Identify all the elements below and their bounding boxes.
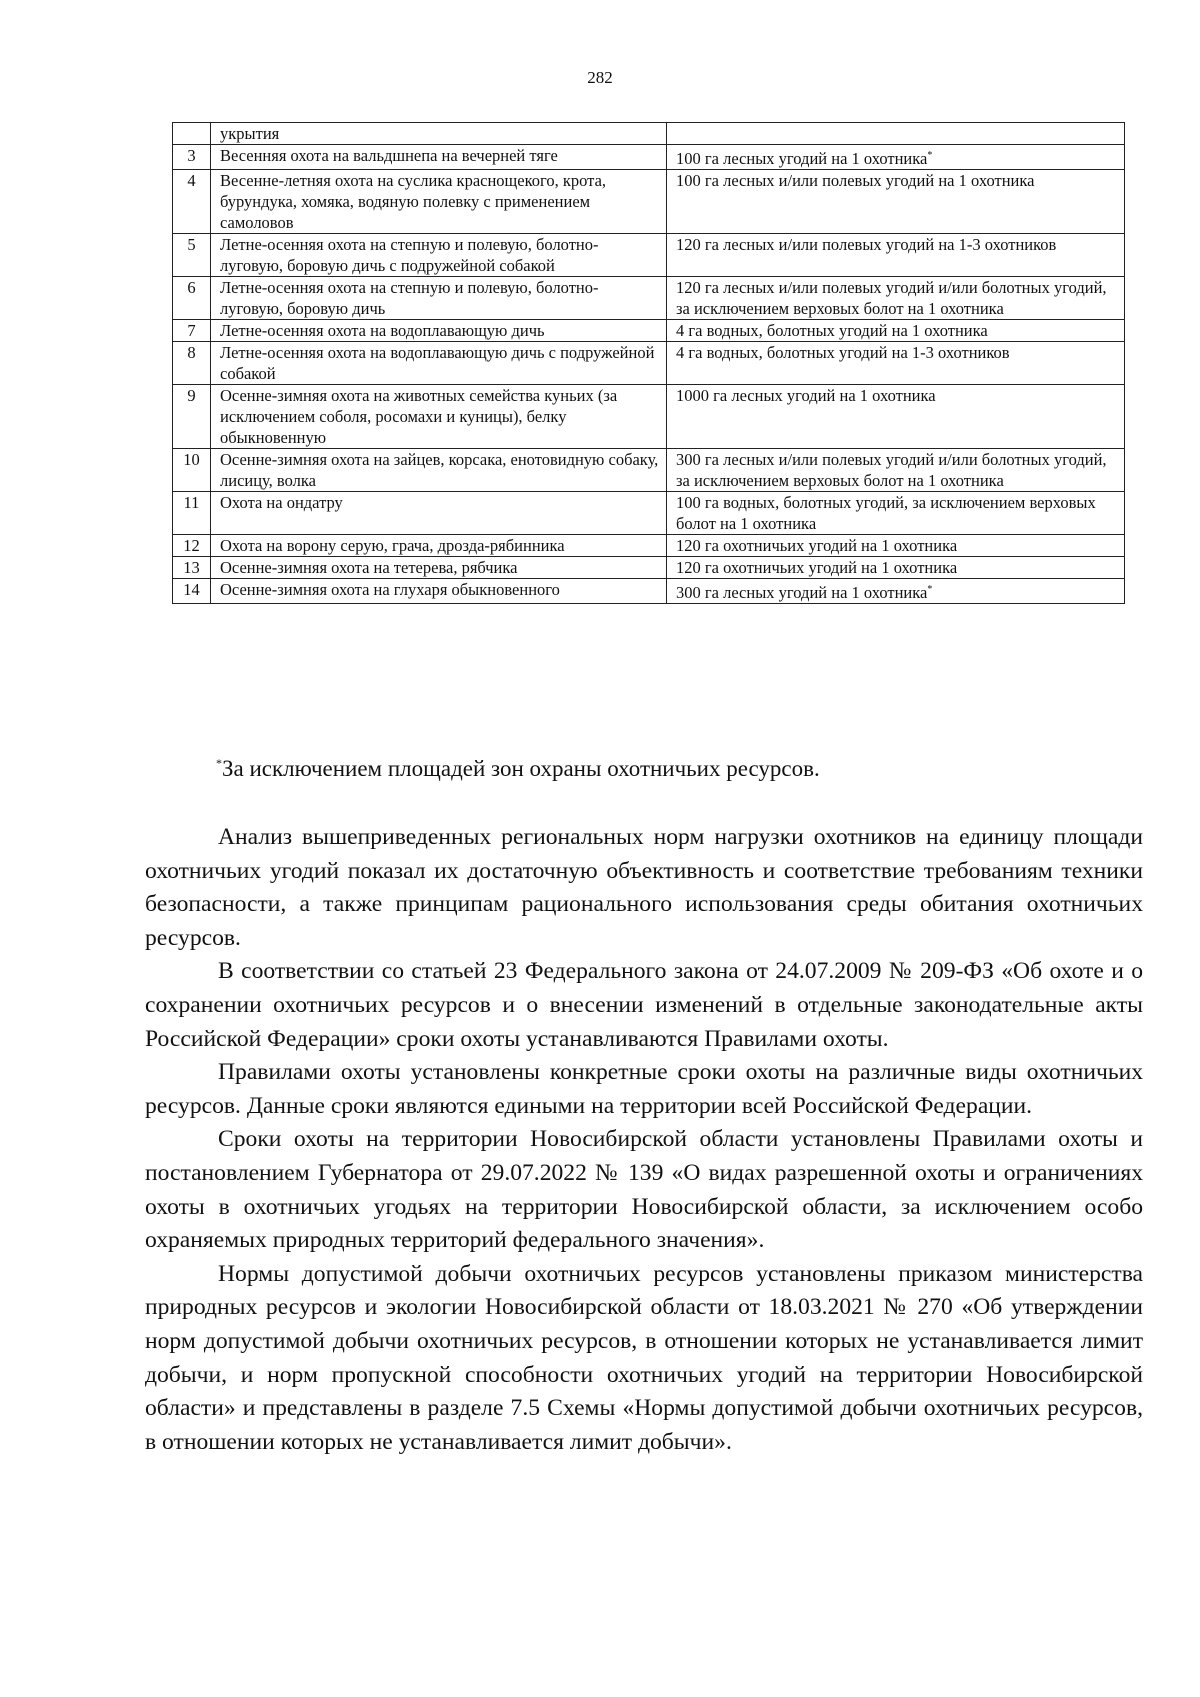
page-number: 282 <box>587 68 613 87</box>
load-norm-text: 120 га охотничьих угодий на 1 охотника <box>676 558 958 577</box>
load-norm-text: 1000 га лесных угодий на 1 охотника <box>676 386 936 405</box>
footnote-ref-mark: * <box>927 150 933 161</box>
paragraph-novosibirsk-terms: Сроки охоты на территории Новосибирской области установлены Правилами охоты и постановлением Губернатора от 29.07.2022 № 139 «О видах разрешенной охоты и ограничениях охоты в охотничьих угодьях на территории Новосибирской области, за исключением особо охраняемых природных территорий федерального значения». <box>145 1126 1143 1254</box>
row-number: 12 <box>173 535 211 557</box>
row-number: 5 <box>173 234 211 277</box>
load-norm <box>667 449 1125 492</box>
footnote <box>216 756 820 782</box>
table-row <box>173 320 1125 342</box>
load-norm <box>667 320 1125 342</box>
table-row <box>173 579 1125 604</box>
hunting-type: укрытия <box>211 123 667 145</box>
hunting-type: Летне-осенняя охота на водоплавающую дичь с подружейной собакой <box>211 342 667 385</box>
table-row <box>173 492 1125 535</box>
paragraph-production-norms: Нормы допустимой добычи охотничьих ресурсов установлены приказом министерства природных ресурсов и экологии Новосибирской области от 18.03.2021 № 270 «Об утверждении норм допустимой добычи охотничьих ресурсов, в отношении которых не устанавливается лимит добычи, и норм пропускной способности охотничьих угодий на территории Новосибирской области» и представлены в разделе 7.5 Схемы «Нормы допустимой добычи охотничьих ресурсов, в отношении которых не устанавливается лимит добычи». <box>145 1260 1143 1455</box>
body-text <box>145 821 1143 1459</box>
load-norm-text: 300 га лесных угодий на 1 охотника <box>676 583 928 602</box>
load-norm-text: 120 га охотничьих угодий на 1 охотника <box>676 536 958 555</box>
hunting-type: Летне-осенняя охота на степную и полевую, болотно-луговую, боровую дичь с подружейной собакой <box>211 234 667 277</box>
row-number <box>173 123 211 145</box>
row-number: 7 <box>173 320 211 342</box>
row-number: 4 <box>173 170 211 234</box>
hunting-type: Летне-осенняя охота на степную и полевую, болотно-луговую, боровую дичь <box>211 277 667 320</box>
load-norm <box>667 492 1125 535</box>
footnote-mark: * <box>216 756 222 770</box>
hunting-type: Охота на ондатру <box>211 492 667 535</box>
load-norm-text: 300 га лесных и/или полевых угодий и/или болотных угодий, за исключением верховых болот на 1 охотника <box>676 450 1107 490</box>
load-norm-text: 120 га лесных и/или полевых угодий на 1-3 охотников <box>676 235 1057 254</box>
load-norm-text: 100 га водных, болотных угодий, за исключением верховых болот на 1 охотника <box>676 493 1096 533</box>
row-number: 13 <box>173 557 211 579</box>
hunting-type: Осенне-зимняя охота на зайцев, корсака, енотовидную собаку, лисицу, волка <box>211 449 667 492</box>
row-number: 9 <box>173 385 211 449</box>
table-row <box>173 145 1125 170</box>
load-norm <box>667 342 1125 385</box>
table-row <box>173 557 1125 579</box>
table-row <box>173 170 1125 234</box>
row-number: 10 <box>173 449 211 492</box>
hunting-type: Осенне-зимняя охота на животных семейства куньих (за исключением соболя, росомахи и куницы), белку обыкновенную <box>211 385 667 449</box>
load-norm-text: 120 га лесных и/или полевых угодий и/или болотных угодий, за исключением верховых болот на 1 охотника <box>676 278 1107 318</box>
hunting-type: Весенне-летняя охота на суслика краснощекого, крота, бурундука, хомяка, водяную полевку с применением самоловов <box>211 170 667 234</box>
paragraph-hunting-rules: Правилами охоты установлены конкретные сроки охоты на различные виды охотничьих ресурсов. Данные сроки являются едиными на территории всей Российской Федерации. <box>145 1059 1143 1119</box>
table-row <box>173 342 1125 385</box>
load-norm-text: 4 га водных, болотных угодий на 1-3 охотников <box>676 343 1010 362</box>
table-row <box>173 449 1125 492</box>
footnote-text: За исключением площадей зон охраны охотничьих ресурсов. <box>222 756 820 781</box>
load-norm-text: 100 га лесных и/или полевых угодий на 1 охотника <box>676 171 1035 190</box>
table-row <box>173 234 1125 277</box>
table-row <box>173 277 1125 320</box>
load-norm <box>667 170 1125 234</box>
load-norm <box>667 557 1125 579</box>
paragraph-federal-law: В соответствии со статьей 23 Федерального закона от 24.07.2009 № 209-ФЗ «Об охоте и о сохранении охотничьих ресурсов и о внесении изменений в отдельные законодательные акты Российской Федерации» сроки охоты устанавливаются Правилами охоты. <box>145 958 1143 1052</box>
hunting-type: Летне-осенняя охота на водоплавающую дичь <box>211 320 667 342</box>
row-number: 6 <box>173 277 211 320</box>
load-norm-text: 100 га лесных угодий на 1 охотника <box>676 149 928 168</box>
hunting-type: Весенняя охота на вальдшнепа на вечерней тяге <box>211 145 667 170</box>
row-number: 3 <box>173 145 211 170</box>
hunting-norms-table <box>172 122 1125 604</box>
hunting-type: Осенне-зимняя охота на глухаря обыкновенного <box>211 579 667 604</box>
load-norm <box>667 579 1125 604</box>
load-norm-text: 4 га водных, болотных угодий на 1 охотника <box>676 321 988 340</box>
load-norm <box>667 234 1125 277</box>
load-norm <box>667 123 1125 145</box>
row-number: 8 <box>173 342 211 385</box>
hunting-type: Осенне-зимняя охота на тетерева, рябчика <box>211 557 667 579</box>
footnote-ref-mark: * <box>927 584 933 595</box>
load-norm <box>667 277 1125 320</box>
row-number: 11 <box>173 492 211 535</box>
load-norm <box>667 535 1125 557</box>
row-number: 14 <box>173 579 211 604</box>
table-row <box>173 535 1125 557</box>
paragraph-analysis: Анализ вышеприведенных региональных норм нагрузки охотников на единицу площади охотничьих угодий показал их достаточную объективность и соответствие требованиям техники безопасности, а также принципам рационального использования среды обитания охотничьих ресурсов. <box>145 824 1143 951</box>
load-norm <box>667 145 1125 170</box>
table-row <box>173 123 1125 145</box>
hunting-type: Охота на ворону серую, грача, дрозда-рябинника <box>211 535 667 557</box>
load-norm <box>667 385 1125 449</box>
table-row <box>173 385 1125 449</box>
